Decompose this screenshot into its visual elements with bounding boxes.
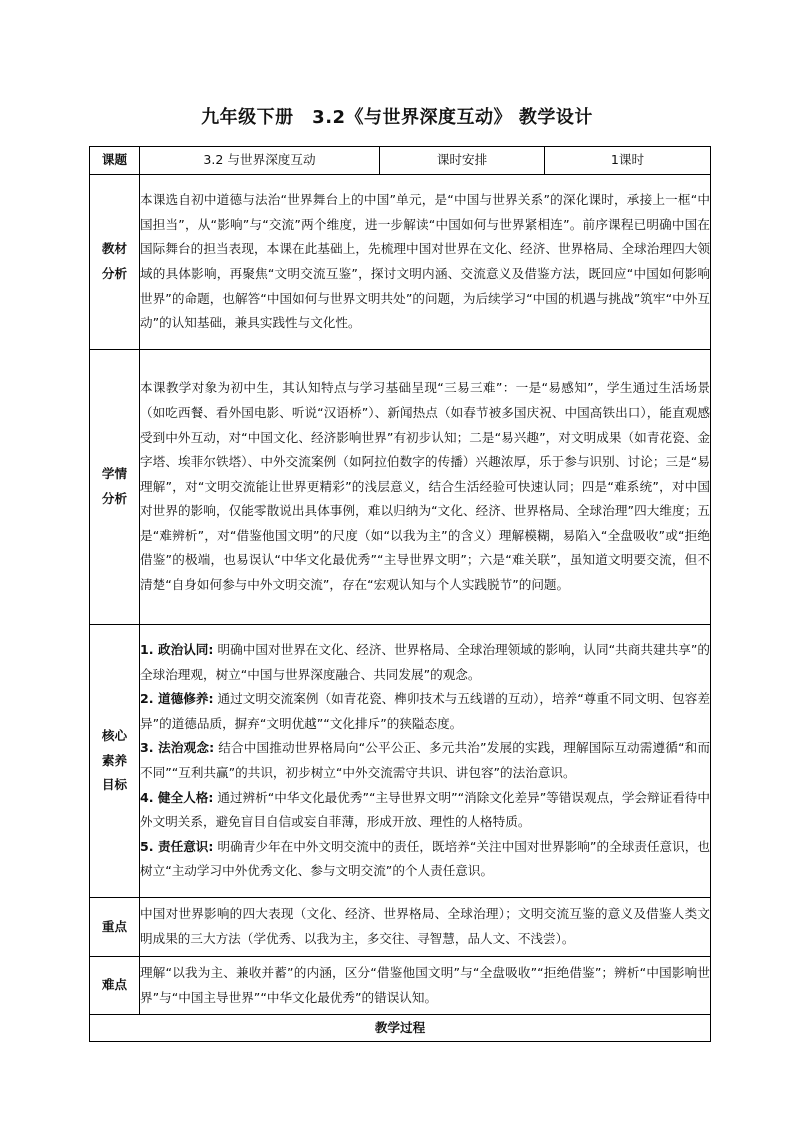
student-analysis-label xyxy=(90,350,140,625)
objective-number: 4. 健全人格: xyxy=(140,789,214,805)
key-points-text: 中国对世界影响的四大表现（文化、经济、世界格局、全球治理）；文明交流互鉴的意义及借鉴人类文明成果的三大方法（学优秀、以我为主，多交往、寻智慧，品人文、不浅尝）。 xyxy=(140,898,711,957)
objective-item xyxy=(140,786,710,835)
key-points-label: 重点 xyxy=(90,898,140,957)
textbook-analysis-row xyxy=(90,175,711,350)
topic-label: 课题 xyxy=(90,147,140,175)
objective-text: 明确中国对世界在文化、经济、世界格局、全球治理领域的影响，认同“共商共建共享”的全球治理观，树立“中国与世界深度融合、共同发展”的观念。 xyxy=(140,642,710,682)
schedule-value: 1课时 xyxy=(545,147,711,175)
core-literacy-label xyxy=(90,625,140,898)
student-analysis-label-line1: 学情 xyxy=(101,466,128,482)
student-analysis-label-line2: 分析 xyxy=(101,491,128,506)
objective-text: 明确青少年在中外文明交流中的责任，既培养“关注中国对世界影响”的全球责任意识，也树立“主动学习中外优秀文化、参与文明交流”的个人责任意识。 xyxy=(140,838,710,879)
textbook-analysis-label xyxy=(90,175,140,350)
objective-text: 结合中国推动世界格局向“公平公正、多元共治”发展的实践，理解国际互动需遵循“和而不同”“互利共赢”的共识，初步树立“中外交流需守共识、讲包容”的法治意识。 xyxy=(140,740,711,780)
student-analysis-text: 本课教学对象为初中生，其认知特点与学习基础呈现“三易三难”：一是“易感知”，学生通过生活场景（如吃西餐、看外国电影、听说“汉语桥”）、新闻热点（如春节被多国庆祝、中国高铁出口），能直观感受到中外互动，对“中国文化、经济影响世界”有初步认知；二是“易兴趣”，对文明成果（如青花瓷、金字塔、埃菲尔铁塔）、中外交流案例（如阿拉伯数字的传播）兴趣浓厚，乐于参与识别、讨论；三是“易理解”，对“文明交流能让世界更精彩”的浅层意义，结合生活经验可快速认同；四是“难系统”，对中国对世界的影响，仅能零散说出具体事例，难以归纳为“文化、经济、世界格局、全球治理”四大维度；五是“难辨析”，对“借鉴他国文明”的尺度（如“以我为主”的含义）理解模糊，易陷入“全盘吸收”或“拒绝借鉴”的极端，也易误认“中华文化最优秀”“主导世界文明”；六是“难关联”，虽知道文明要交流，但不清楚“自身如何参与中外文明交流”，存在“宏观认知与个人实践脱节”的问题。 xyxy=(140,350,711,625)
teaching-process-row xyxy=(90,1015,711,1042)
textbook-analysis-text: 本课选自初中道德与法治“世界舞台上的中国”单元，是“中国与世界关系”的深化课时，承接上一框“中国担当”，从“影响”与“交流”两个维度，进一步解读“中国如何与世界紧相连”。前序课程已明确中国在国际舞台的担当表现，本课在此基础上，先梳理中国对世界在文化、经济、世界格局、全球治理四大领域的具体影响，再聚焦“文明交流互鉴”，探讨文明内涵、交流意义及借鉴方法，既回应“中国如何影响世界”的命题，也解答“中国如何与世界文明共处”的问题，为后续学习“中国的机遇与挑战”筑牢“中外互动”的认知基础，兼具实践性与文化性。 xyxy=(140,175,711,350)
key-points-row xyxy=(90,898,711,957)
topic-value: 3.2 与世界深度互动 xyxy=(140,147,380,175)
difficult-points-row xyxy=(90,957,711,1015)
textbook-analysis-label-line2: 分析 xyxy=(101,266,128,281)
student-analysis-row xyxy=(90,350,711,625)
document-title: 九年级下册 3.2《与世界深度互动》 教学设计 xyxy=(201,107,593,128)
lesson-plan-table xyxy=(89,146,711,1042)
objective-text: 通过文明交流案例（如青花瓷、榫卯技术与五线谱的互动），培养“尊重不同文明、包容差异”的道德品质，摒弃“文明优越”“文化排斥”的狭隘态度。 xyxy=(140,691,710,731)
objective-number: 2. 道德修养: xyxy=(140,691,214,707)
schedule-label: 课时安排 xyxy=(380,147,545,175)
teaching-process-heading: 教学过程 xyxy=(90,1015,711,1042)
textbook-analysis-label-line1: 教材 xyxy=(101,241,128,257)
core-literacy-content xyxy=(140,625,711,898)
objective-item xyxy=(140,736,710,785)
header-row xyxy=(90,147,711,175)
core-literacy-label-line2: 素养 xyxy=(101,752,128,768)
difficult-points-label: 难点 xyxy=(90,957,140,1015)
difficult-points-text: 理解“以我为主、兼收并蓄”的内涵，区分“借鉴他国文明”与“全盘吸收”“拒绝借鉴”；辨析“中国影响世界”与“中国主导世界”“中华文化最优秀”的错误认知。 xyxy=(140,957,711,1015)
objective-text: 通过辨析“中华文化最优秀”“主导世界文明”“消除文化差异”等错误观点，学会辩证看待中外文明关系，避免盲目自信或妄自菲薄，形成开放、理性的人格特质。 xyxy=(140,789,710,830)
objective-item xyxy=(140,687,710,736)
objective-number: 3. 法治观念: xyxy=(140,740,215,756)
objective-item xyxy=(140,638,710,687)
core-literacy-row xyxy=(90,625,711,898)
objective-item xyxy=(140,835,710,884)
core-literacy-label-line1: 核心 xyxy=(101,728,128,744)
objective-number: 5. 责任意识: xyxy=(140,838,214,854)
objective-number: 1. 政治认同: xyxy=(140,642,214,658)
core-literacy-label-line3: 目标 xyxy=(101,777,128,793)
